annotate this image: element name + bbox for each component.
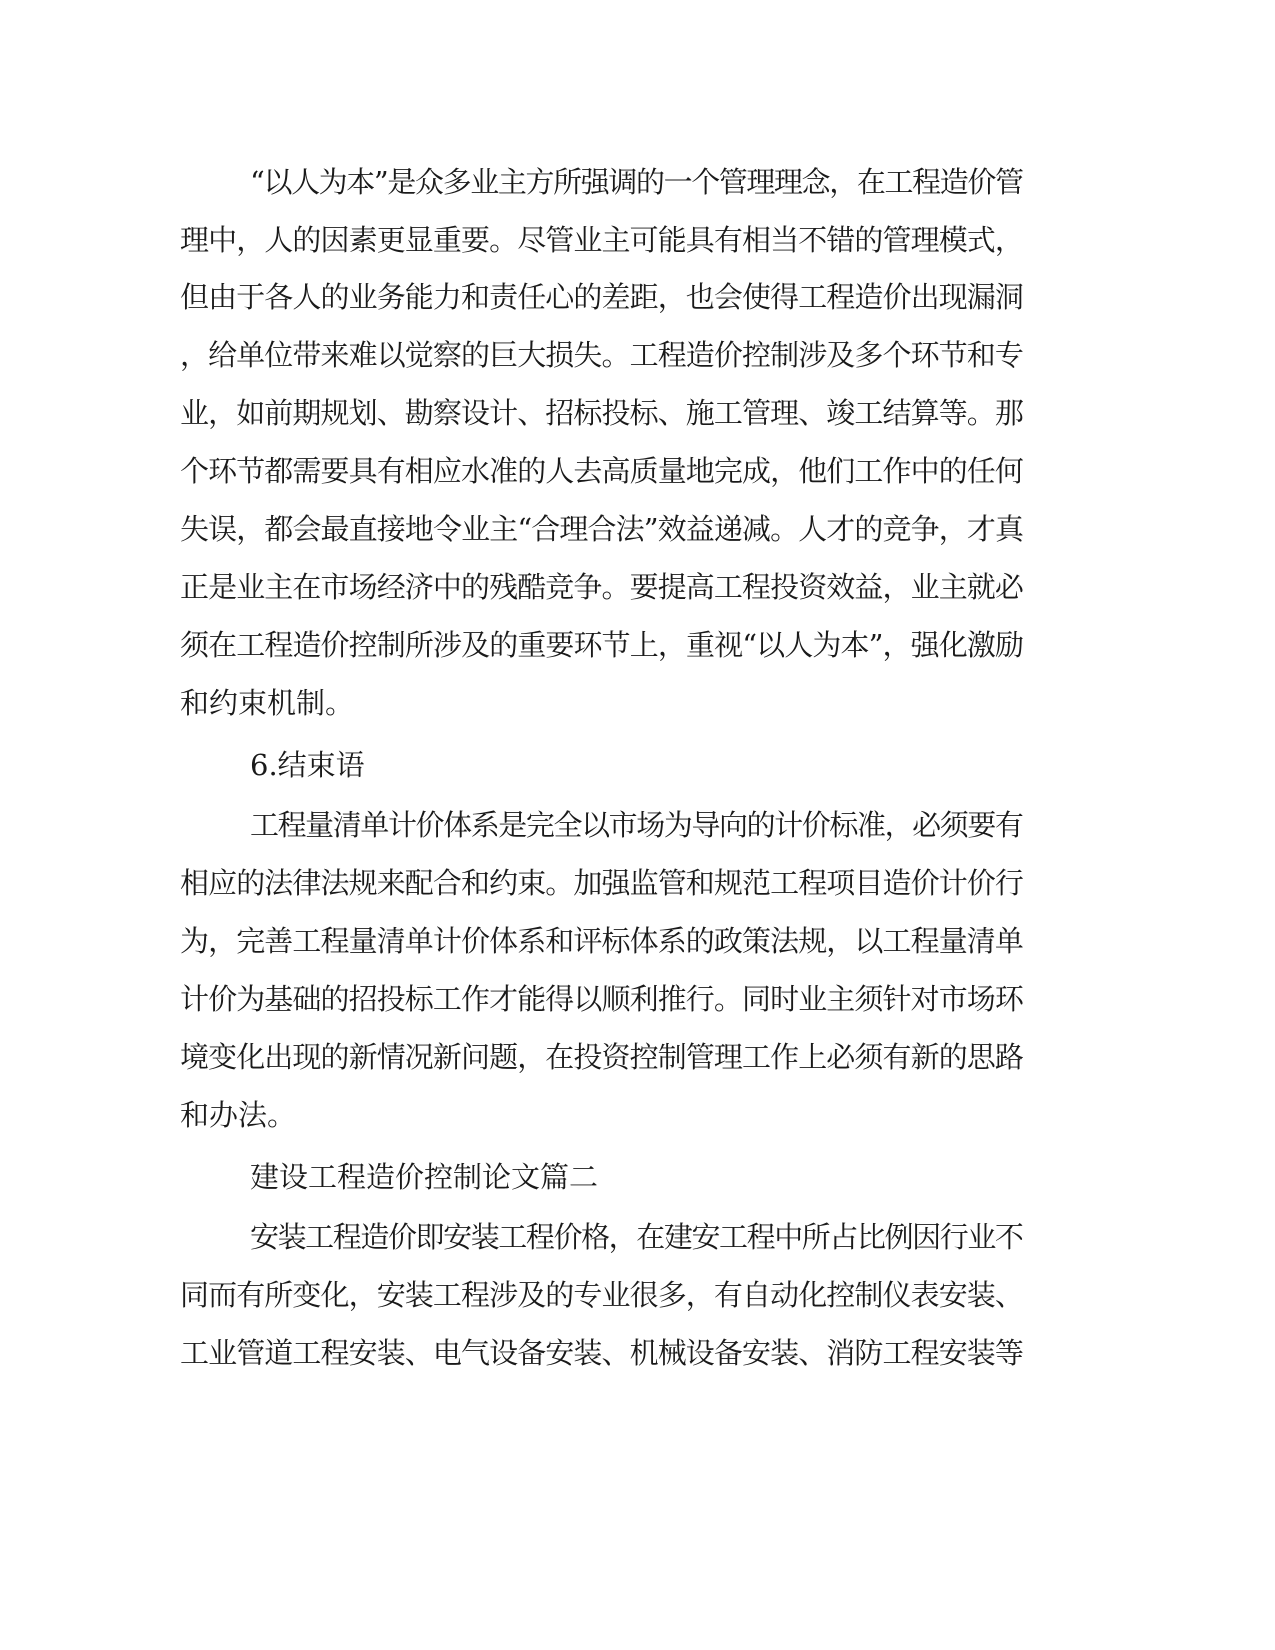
text-line: 个环节都需要具有相应水准的人去高质量地完成，他们工作中的任何 [180,454,1024,488]
text-line: 和约束机制。 [180,686,355,720]
text-line: ，给单位带来难以觉察的巨大损失。工程造价控制涉及多个环节和专 [180,338,1024,372]
section-heading: 建设工程造价控制论文篇二 [250,1160,599,1194]
text-line: 为，完善工程量清单计价体系和评标体系的政策法规，以工程量清单 [180,924,1024,958]
text-line: 安装工程造价即安装工程价格，在建安工程中所占比例因行业不 [250,1220,1023,1254]
text-line: 计价为基础的招投标工作才能得以顺利推行。同时业主须针对市场环 [180,982,1024,1016]
text-line: 和办法。 [180,1098,297,1132]
text-line: 但由于各人的业务能力和责任心的差距，也会使得工程造价出现漏洞 [180,280,1024,314]
text-line: 正是业主在市场经济中的残酷竞争。要提高工程投资效益，业主就必 [180,570,1024,604]
text-line: “以人为本”是众多业主方所强调的一个管理理念，在工程造价管 [250,165,1023,199]
text-line: 业，如前期规划、勘察设计、招标投标、施工管理、竣工结算等。那 [180,396,1024,430]
text-line: 须在工程造价控制所涉及的重要环节上，重视“以人为本”，强化激励 [180,628,1024,662]
text-line: 失误，都会最直接地令业主“合理合法”效益递减。人才的竞争，才真 [180,512,1024,546]
text-line: 相应的法律法规来配合和约束。加强监管和规范工程项目造价计价行 [180,866,1024,900]
text-line: 境变化出现的新情况新问题，在投资控制管理工作上必须有新的思路 [180,1040,1024,1074]
text-line: 理中，人的因素更显重要。尽管业主可能具有相当不错的管理模式， [180,223,1024,257]
section-heading: 6.结束语 [250,748,365,782]
text-line: 工业管道工程安装、电气设备安装、机械设备安装、消防工程安装等 [180,1336,1024,1370]
text-line: 同而有所变化，安装工程涉及的专业很多，有自动化控制仪表安装、 [180,1278,1024,1312]
text-line: 工程量清单计价体系是完全以市场为导向的计价标准，必须要有 [250,808,1023,842]
